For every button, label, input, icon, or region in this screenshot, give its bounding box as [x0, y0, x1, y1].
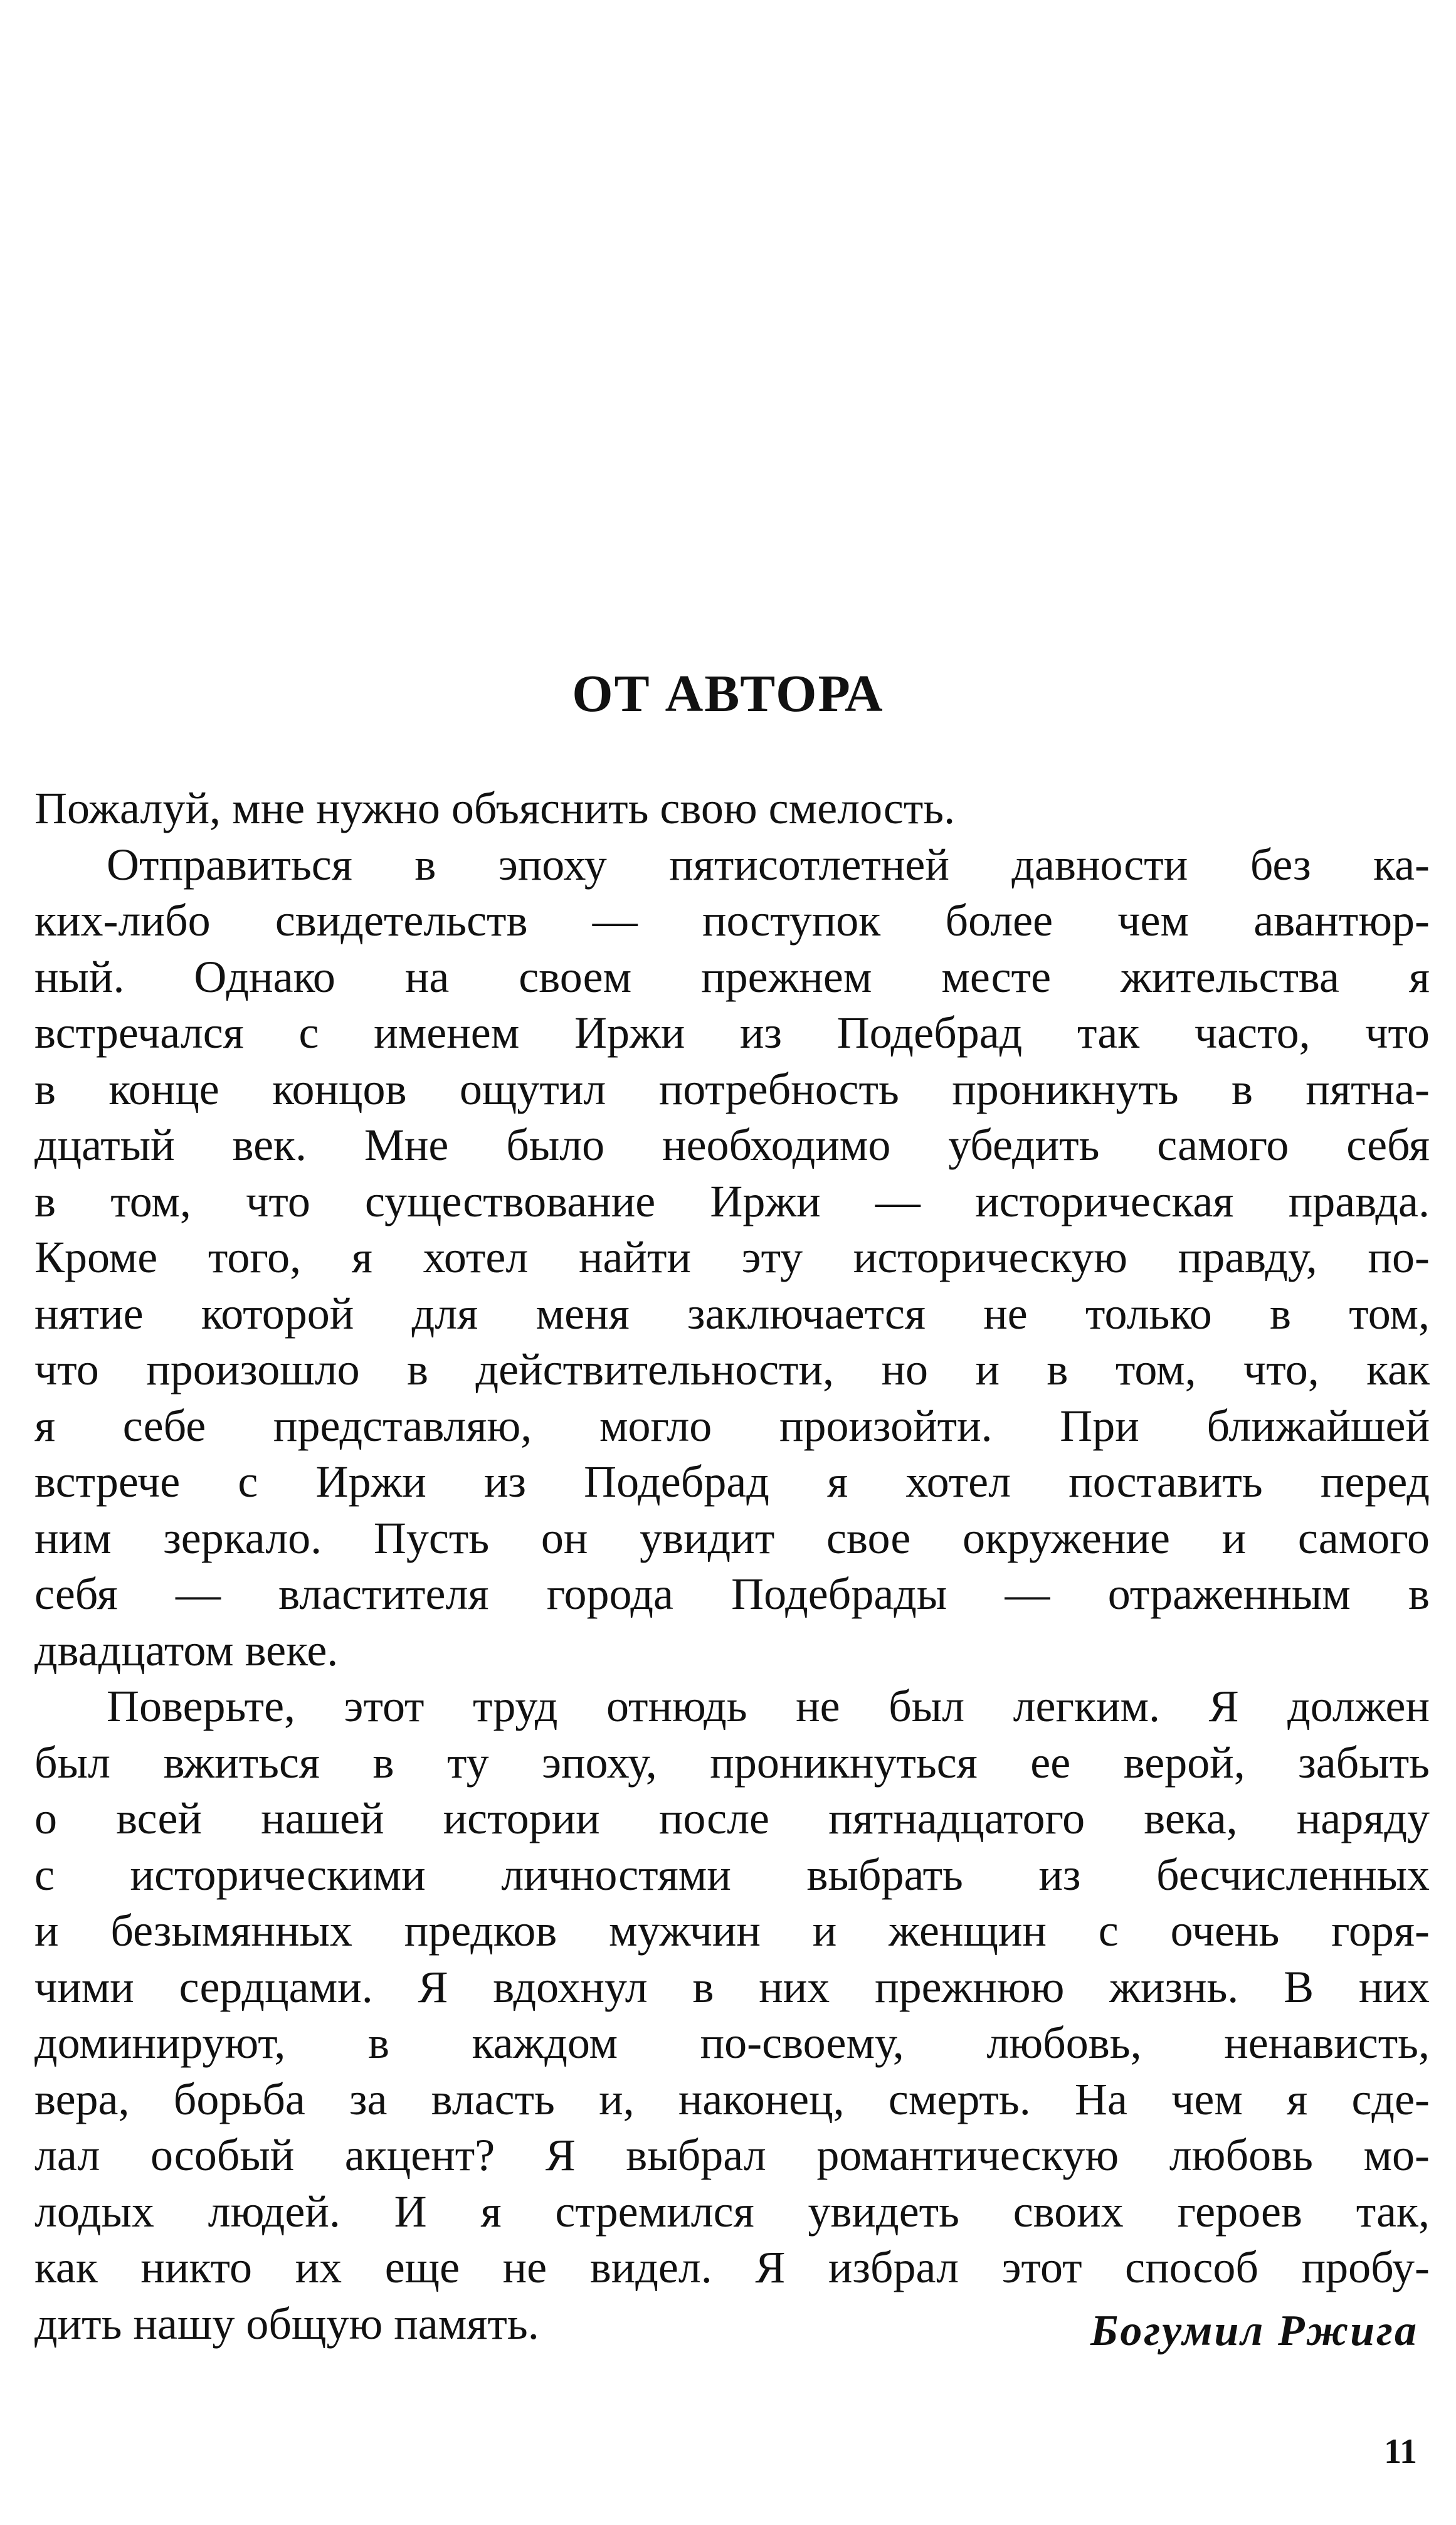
text-line: в конце концов ощутил потребность проникнуть в пятна- — [34, 1063, 1430, 1114]
text-line: лодых людей. И я стремился увидеть своих героев так, — [34, 2186, 1430, 2237]
text-line: встрече с Иржи из Подебрад я хотел поставить перед — [34, 1457, 1430, 1507]
text-line: лал особый акцент? Я выбрал романтическую любовь мо- — [34, 2130, 1430, 2180]
text-line: был вжиться в ту эпоху, проникнуться ее верой, забыть — [34, 1737, 1430, 1788]
text-line: чими сердцами. Я вдохнул в них прежнюю жизнь. В них — [34, 1961, 1430, 2012]
text-line: доминируют, в каждом по-своему, любовь, ненависть, — [34, 2018, 1430, 2068]
text-line: и безымянных предков мужчин и женщин с очень горя- — [34, 1906, 1430, 1956]
text-line: встречался с именем Иржи из Подебрад так часто, что — [34, 1008, 1430, 1058]
text-line: Кроме того, я хотел найти эту историческую правду, по- — [34, 1232, 1430, 1282]
page-number: 11 — [1384, 2432, 1417, 2471]
text-line: двадцатом веке. — [34, 1625, 339, 1675]
text-line: вера, борьба за власть и, наконец, смерть. На чем я сде- — [34, 2074, 1430, 2124]
text-line: дить нашу общую память. — [34, 2298, 539, 2349]
text-line: Пожалуй, мне нужно объяснить свою смелость. — [34, 783, 956, 833]
chapter-title: ОТ АВТОРА — [572, 665, 884, 723]
author-signature: Богумил Ржига — [1090, 2307, 1418, 2355]
text-line: Поверьте, этот труд отнюдь не был легким. Я должен — [107, 1681, 1430, 1731]
text-line: ним зеркало. Пусть он увидит свое окружение и самого — [34, 1512, 1430, 1563]
text-line: себя — властителя города Подебрады — отраженным в — [34, 1569, 1430, 1619]
text-line: как никто их еще не видел. Я избрал этот способ пробу- — [34, 2242, 1430, 2292]
text-line: с историческими личностями выбрать из бесчисленных — [34, 1849, 1430, 1900]
text-line: в том, что существование Иржи — историческая правда. — [34, 1176, 1430, 1226]
text-line: о всей нашей истории после пятнадцатого века, наряду — [34, 1793, 1430, 1843]
text-line: нятие которой для меня заключается не только в том, — [34, 1288, 1430, 1339]
text-line: ких-либо свидетельств — поступок более чем авантюр- — [34, 895, 1430, 946]
text-line: дцатый век. Мне было необходимо убедить самого себя — [34, 1120, 1430, 1170]
text-line: ный. Однако на своем прежнем месте жительства я — [34, 951, 1430, 1002]
text-line: что произошло в действительности, но и в том, что, как — [34, 1344, 1430, 1394]
body-text — [34, 781, 1430, 2355]
text-line: я себе представляю, могло произойти. При ближайшей — [34, 1400, 1430, 1451]
text-line: Отправиться в эпоху пятисотлетней давности без ка- — [107, 839, 1430, 890]
